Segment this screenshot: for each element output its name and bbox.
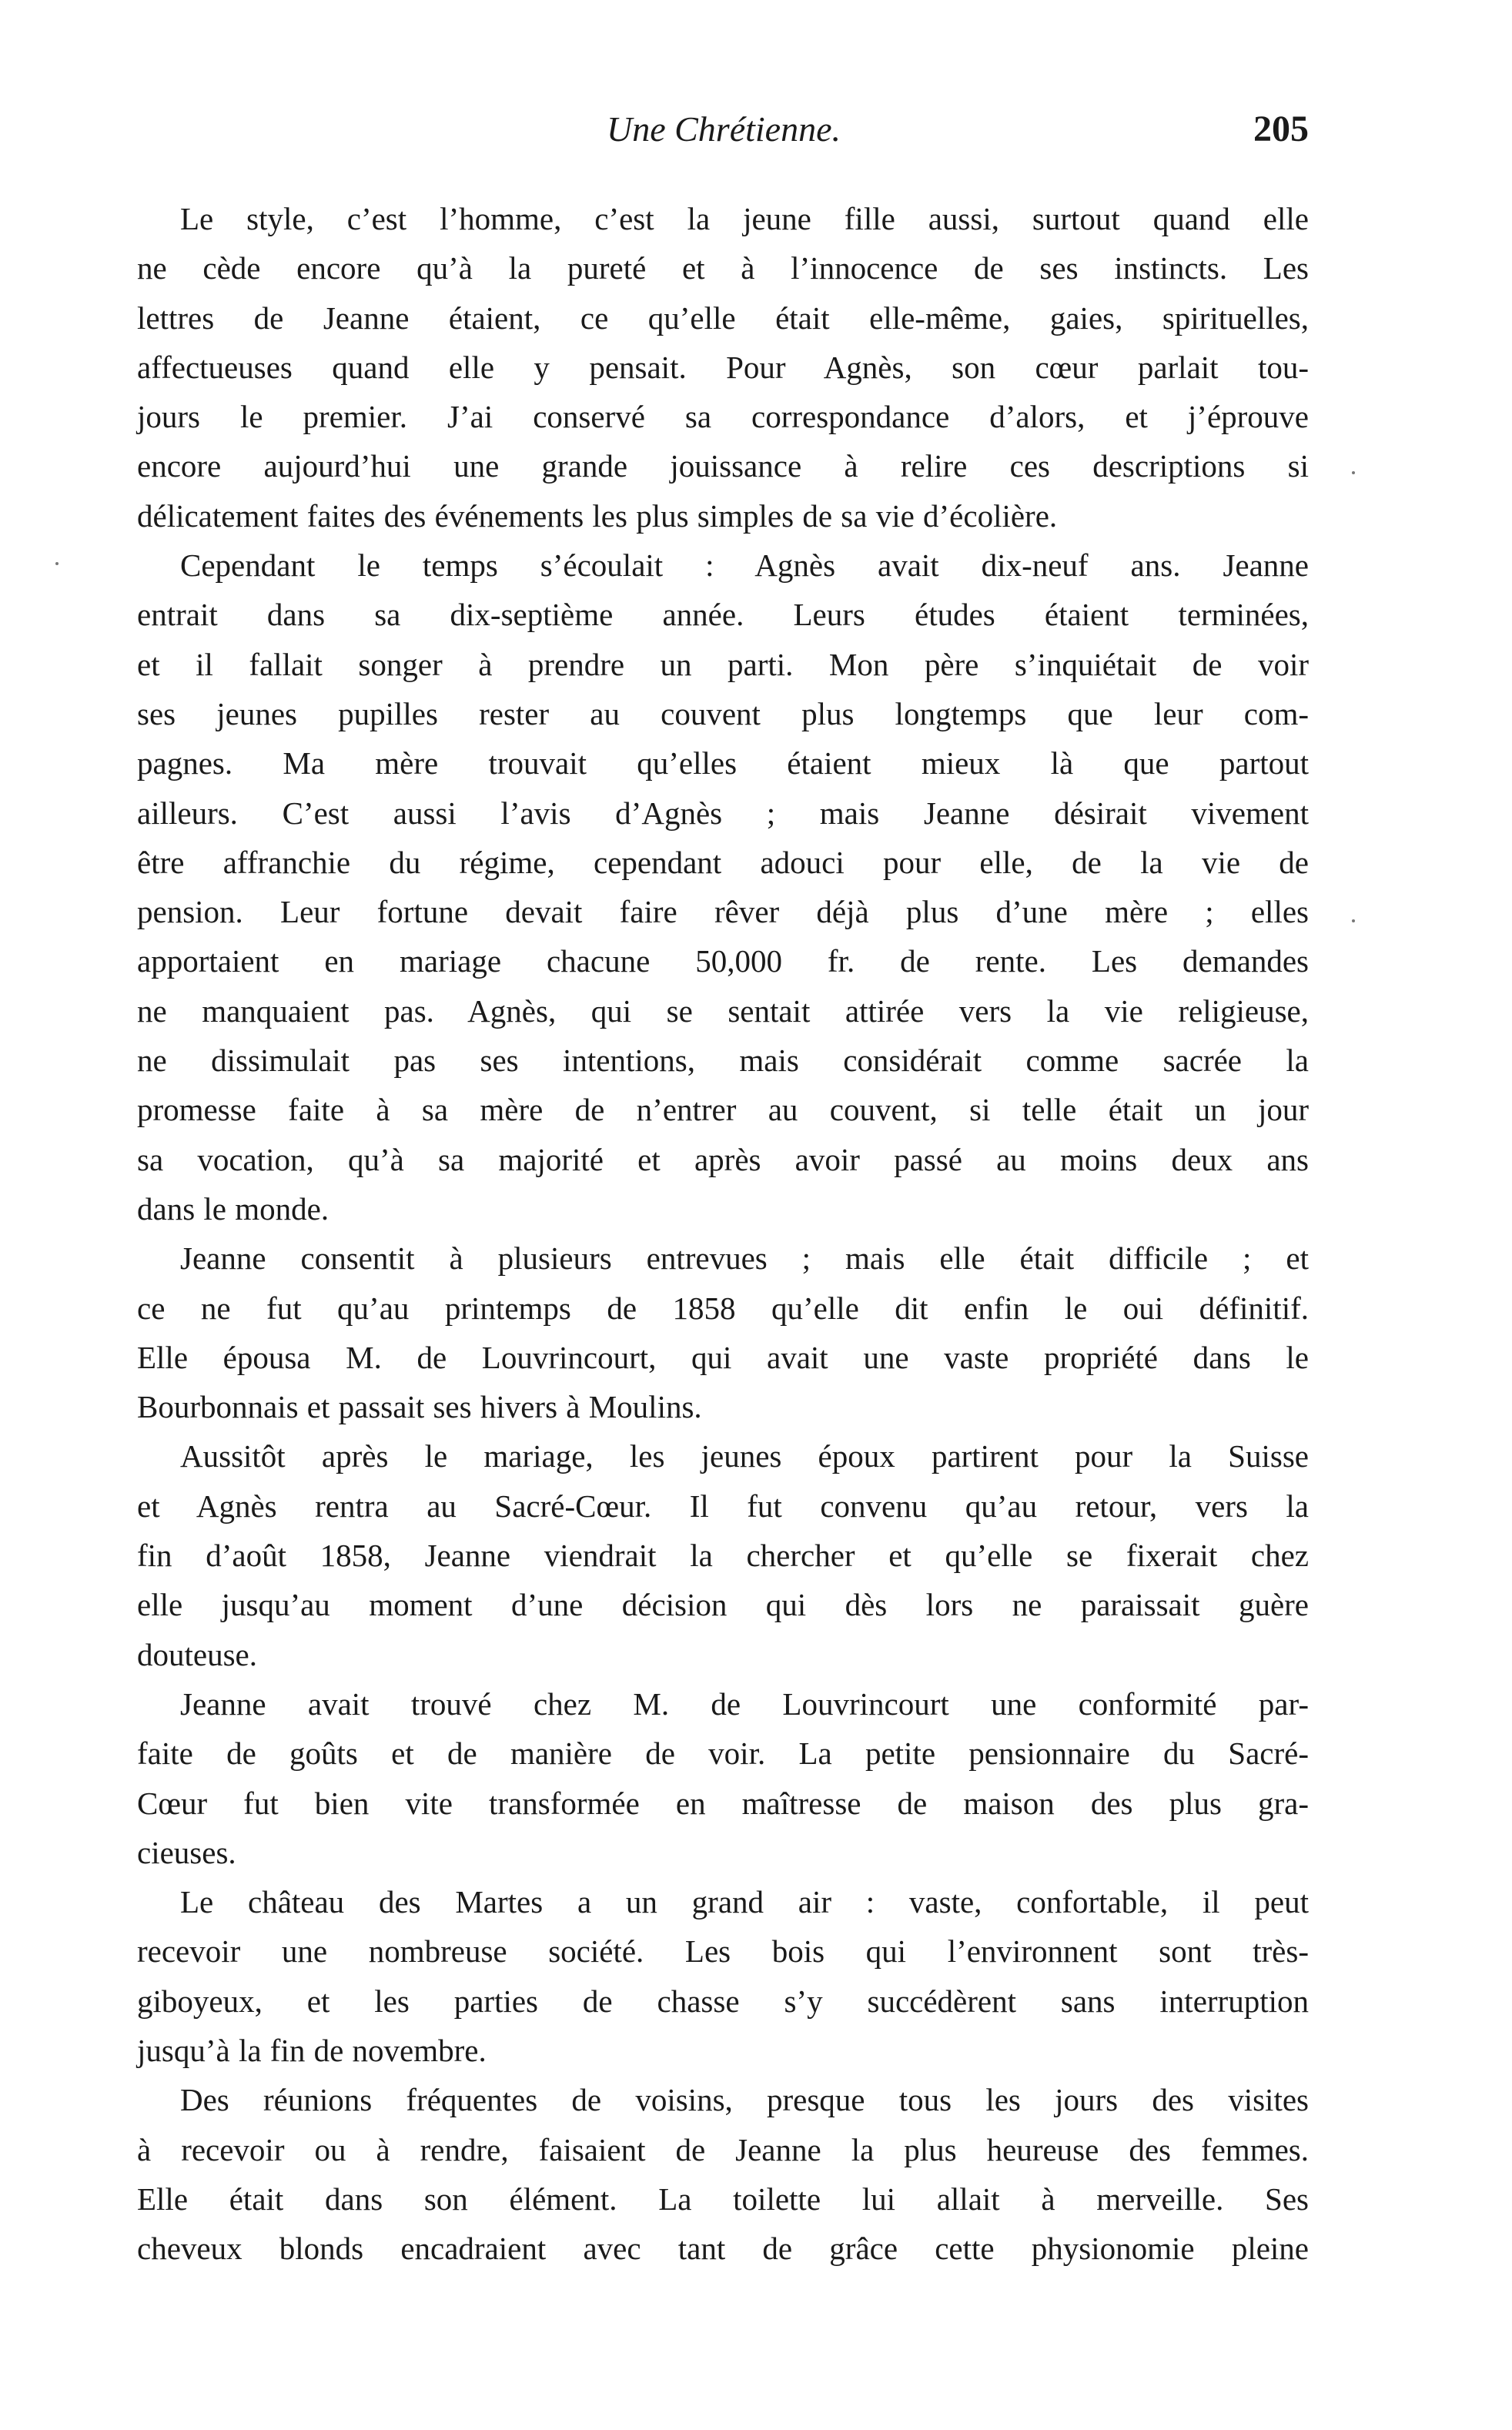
text-line: ne dissimulait pas ses intentions, mais considérait comme sacrée la — [137, 1043, 1309, 1079]
text-line: Des réunions fréquentes de voisins, presque tous les jours des visites — [180, 2082, 1309, 2118]
margin-dot — [1352, 471, 1355, 474]
text-line: Bourbonnais et passait ses hivers à Moulins. — [137, 1389, 702, 1425]
page-body-text — [137, 194, 1309, 2273]
text-line: être affranchie du régime, cependant adouci pour elle, de la vie de — [137, 844, 1309, 880]
margin-dot — [1352, 919, 1355, 922]
text-line: ce ne fut qu’au printemps de 1858 qu’elle dit enfin le oui définitif. — [137, 1290, 1309, 1326]
text-line: jours le premier. J’ai conservé sa correspondance d’alors, et j’éprouve — [137, 399, 1309, 435]
text-line: Elle était dans son élément. La toilette lui allait à merveille. Ses — [137, 2181, 1309, 2217]
text-line: jusqu’à la fin de novembre. — [137, 2032, 487, 2068]
text-line: faite de goûts et de manière de voir. La petite pensionnaire du Sacré- — [137, 1735, 1309, 1772]
text-line: giboyeux, et les parties de chasse s’y succédèrent sans interruption — [137, 1983, 1309, 2019]
text-line: sa vocation, qu’à sa majorité et après avoir passé au moins deux ans — [137, 1141, 1309, 1177]
text-line: promesse faite à sa mère de n’entrer au couvent, si telle était un jour — [137, 1092, 1309, 1128]
text-line: encore aujourd’hui une grande jouissance à relire ces descriptions si — [137, 448, 1309, 484]
text-line: ne manquaient pas. Agnès, qui se sentait attirée vers la vie religieuse, — [137, 992, 1309, 1029]
text-line: et il fallait songer à prendre un parti. Mon père s’inquiétait de voir — [137, 646, 1309, 682]
text-line: Cependant le temps s’écoulait : Agnès avait dix-neuf ans. Jeanne — [180, 547, 1309, 584]
text-line: Elle épousa M. de Louvrincourt, qui avait une vaste propriété dans le — [137, 1339, 1309, 1375]
text-line: fin d’août 1858, Jeanne viendrait la chercher et qu’elle se fixerait chez — [137, 1538, 1309, 1574]
text-line: entrait dans sa dix-septième année. Leurs études étaient terminées, — [137, 597, 1309, 633]
text-line: Le style, c’est l’homme, c’est la jeune fille aussi, surtout quand elle — [180, 201, 1309, 236]
text-line: apportaient en mariage chacune 50,000 fr. de rente. Les demandes — [137, 943, 1309, 979]
text-line: Jeanne consentit à plusieurs entrevues ; mais elle était difficile ; et — [180, 1240, 1309, 1277]
text-line: Aussitôt après le mariage, les jeunes époux partirent pour la Suisse — [180, 1438, 1309, 1474]
text-line: ailleurs. C’est aussi l’avis d’Agnès ; mais Jeanne désirait vivement — [137, 795, 1309, 831]
text-line: dans le monde. — [137, 1190, 329, 1227]
text-line: Le château des Martes a un grand air : vaste, confortable, il peut — [180, 1884, 1309, 1920]
text-line: affectueuses quand elle y pensait. Pour Agnès, son cœur parlait tou- — [137, 349, 1309, 385]
text-line: Cœur fut bien vite transformée en maîtresse de maison des plus gra- — [137, 1785, 1309, 1821]
running-header — [139, 99, 1309, 160]
text-line: délicatement faites des événements les plus simples de sa vie d’écolière. — [137, 497, 1058, 534]
text-line: pension. Leur fortune devait faire rêver déjà plus d’une mère ; elles — [137, 894, 1309, 930]
text-line: recevoir une nombreuse société. Les bois qui l’environnent sont très- — [137, 1933, 1309, 1970]
text-line: pagnes. Ma mère trouvait qu’elles étaient mieux là que partout — [137, 745, 1309, 782]
text-line: à recevoir ou à rendre, faisaient de Jeanne la plus heureuse des femmes. — [137, 2131, 1309, 2167]
text-line: Jeanne avait trouvé chez M. de Louvrincourt une conformité par- — [180, 1685, 1309, 1722]
text-line: cieuses. — [137, 1834, 236, 1870]
text-line: lettres de Jeanne étaient, ce qu’elle était elle-même, gaies, spirituelles, — [137, 300, 1309, 336]
text-line: ne cède encore qu’à la pureté et à l’innocence de ses instincts. Les — [137, 250, 1309, 286]
margin-dot — [55, 562, 59, 565]
text-line: douteuse. — [137, 1636, 257, 1672]
text-line: elle jusqu’au moment d’une décision qui dès lors ne paraissait guère — [137, 1587, 1309, 1623]
page-number: 205 — [1253, 109, 1309, 149]
text-line: ses jeunes pupilles rester au couvent plus longtemps que leur com- — [137, 695, 1309, 731]
text-line: et Agnès rentra au Sacré-Cœur. Il fut convenu qu’au retour, vers la — [137, 1488, 1309, 1524]
text-line: cheveux blonds encadraient avec tant de grâce cette physionomie pleine — [137, 2231, 1309, 2267]
running-title: Une Chrétienne. — [606, 109, 841, 149]
